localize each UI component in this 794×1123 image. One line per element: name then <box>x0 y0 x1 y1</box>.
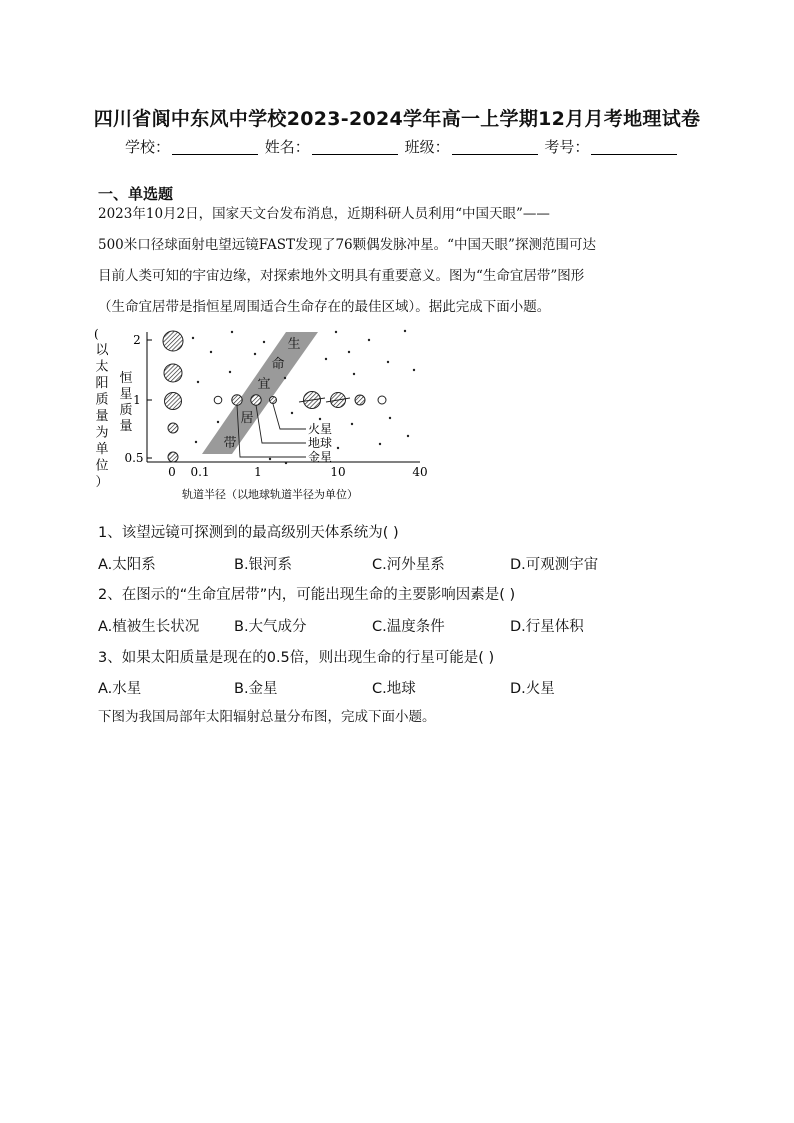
x-tick-label: 0.1 <box>190 465 210 479</box>
y-axis-outer-title-char: 质 <box>95 392 109 408</box>
x-tick-label: 0 <box>168 465 176 479</box>
x-tick-label: 40 <box>412 465 428 479</box>
band-char: 生 <box>287 337 301 352</box>
earth-label: 地球 <box>308 436 333 450</box>
q3-option-c[interactable]: C.地球 <box>372 681 416 697</box>
y-axis-outer-title-char: 量 <box>95 409 109 424</box>
question-1-stem: 1、该望远镜可探测到的最高级别天体系统为( ) <box>98 525 399 541</box>
class-label: 班级： <box>404 138 450 156</box>
y-axis-outer-title-char: 阳 <box>95 376 109 391</box>
question-3-stem: 3、如果太阳质量是现在的0.5倍，则出现生命的行星可能是( ) <box>98 650 495 666</box>
star-circle <box>168 452 178 462</box>
star-circle <box>165 393 182 410</box>
q1-option-d[interactable]: D.可观测宇宙 <box>510 557 599 573</box>
y-axis-inner-title-char: 量 <box>119 419 133 434</box>
habitable-zone-band <box>202 332 318 454</box>
y-axis-outer-title-char: 为 <box>95 425 109 441</box>
y-tick-label: 2 <box>133 333 141 347</box>
y-axis-outer-title <box>95 343 109 490</box>
number-label: 考号： <box>544 138 590 156</box>
mars-leader-line <box>273 404 306 429</box>
band-char: 居 <box>240 411 254 426</box>
passage-line-3: 目前人类可知的宇宙边缘，对探索地外文明具有重要意义。图为“生命宜居带”图形 <box>98 268 585 284</box>
passage-2: 下图为我国局部年太阳辐射总量分布图，完成下面小题。 <box>98 709 436 725</box>
band-char: 命 <box>271 357 285 372</box>
q2-option-c[interactable]: C.温度条件 <box>372 619 445 635</box>
section-title: 一、单选题 <box>98 185 174 203</box>
mars-planet <box>270 397 277 404</box>
y-axis-inner-title-char: 质 <box>119 403 133 418</box>
q2-option-d[interactable]: D.行星体积 <box>510 619 584 635</box>
class-blank[interactable] <box>452 140 538 155</box>
y-tick-label: 0.5 <box>124 451 144 465</box>
star-circle <box>163 331 183 351</box>
star-circle <box>168 423 178 433</box>
passage-line-4: （生命宜居带是指恒星周围适合生命存在的最佳区域）。据此完成下面小题。 <box>98 299 551 315</box>
y-axis-outer-title-char: 位 <box>95 458 109 474</box>
q2-option-a[interactable]: A.植被生长状况 <box>98 619 200 635</box>
mars-label: 火星 <box>308 422 333 436</box>
passage-line-1: 2023年10月2日，国家天文台发布消息，近期科研人员利用“中国天眼”—— <box>98 206 550 222</box>
y-axis-outer-title-char: 以 <box>95 343 109 358</box>
number-blank[interactable] <box>591 140 677 155</box>
y-axis-outer-char-0: ( <box>94 327 99 341</box>
x-axis-title: 轨道半径（以地球轨道半径为单位） <box>182 488 358 501</box>
neptune-planet <box>378 396 386 404</box>
q2-option-b[interactable]: B.大气成分 <box>234 619 307 635</box>
saturn-planet <box>326 393 350 408</box>
q1-option-b[interactable]: B.银河系 <box>234 557 293 573</box>
x-tick-label: 1 <box>254 465 262 479</box>
earth-leader-line <box>256 405 306 443</box>
planet-circle <box>214 396 222 404</box>
q1-option-a[interactable]: A.太阳系 <box>98 557 156 573</box>
q3-option-a[interactable]: A.水星 <box>98 681 142 697</box>
name-blank[interactable] <box>312 140 398 155</box>
star-circle <box>164 364 182 382</box>
student-info-line <box>125 136 679 157</box>
q3-option-b[interactable]: B.金星 <box>234 681 278 697</box>
y-axis-inner-title-char: 恒 <box>119 371 133 386</box>
school-label: 学校： <box>125 138 171 156</box>
venus-planet <box>232 395 242 405</box>
passage-line-2: 500米口径球面射电望远镜FAST发现了76颗偶发脉冲星。“中国天眼”探测范围可达 <box>98 237 596 253</box>
question-2-stem: 2、在图示的“生命宜居带”内，可能出现生命的主要影响因素是( ) <box>98 587 516 603</box>
y-axis-outer-title-char: 单 <box>95 442 109 457</box>
q1-option-c[interactable]: C.河外星系 <box>372 557 445 573</box>
venus-label: 金星 <box>308 450 333 464</box>
name-label: 姓名： <box>264 138 310 156</box>
band-char: 带 <box>223 436 237 451</box>
q3-option-d[interactable]: D.火星 <box>510 681 555 697</box>
y-tick-label: 1 <box>133 393 141 407</box>
uranus-planet <box>355 395 365 405</box>
y-axis-inner-title-char: 星 <box>119 387 133 402</box>
x-tick-label: 10 <box>330 465 346 479</box>
exam-title: 四川省阆中东风中学校2023-2024学年高一上学期12月月考地理试卷 <box>93 108 701 130</box>
jupiter-planet <box>299 392 325 409</box>
school-blank[interactable] <box>172 140 258 155</box>
habitable-zone-figure <box>90 326 440 506</box>
y-axis-inner-title <box>119 370 132 434</box>
band-char: 宜 <box>257 377 271 392</box>
y-axis-outer-title-char: ） <box>95 475 109 490</box>
earth-planet <box>251 395 261 405</box>
y-axis-outer-title-char: 太 <box>95 359 109 375</box>
